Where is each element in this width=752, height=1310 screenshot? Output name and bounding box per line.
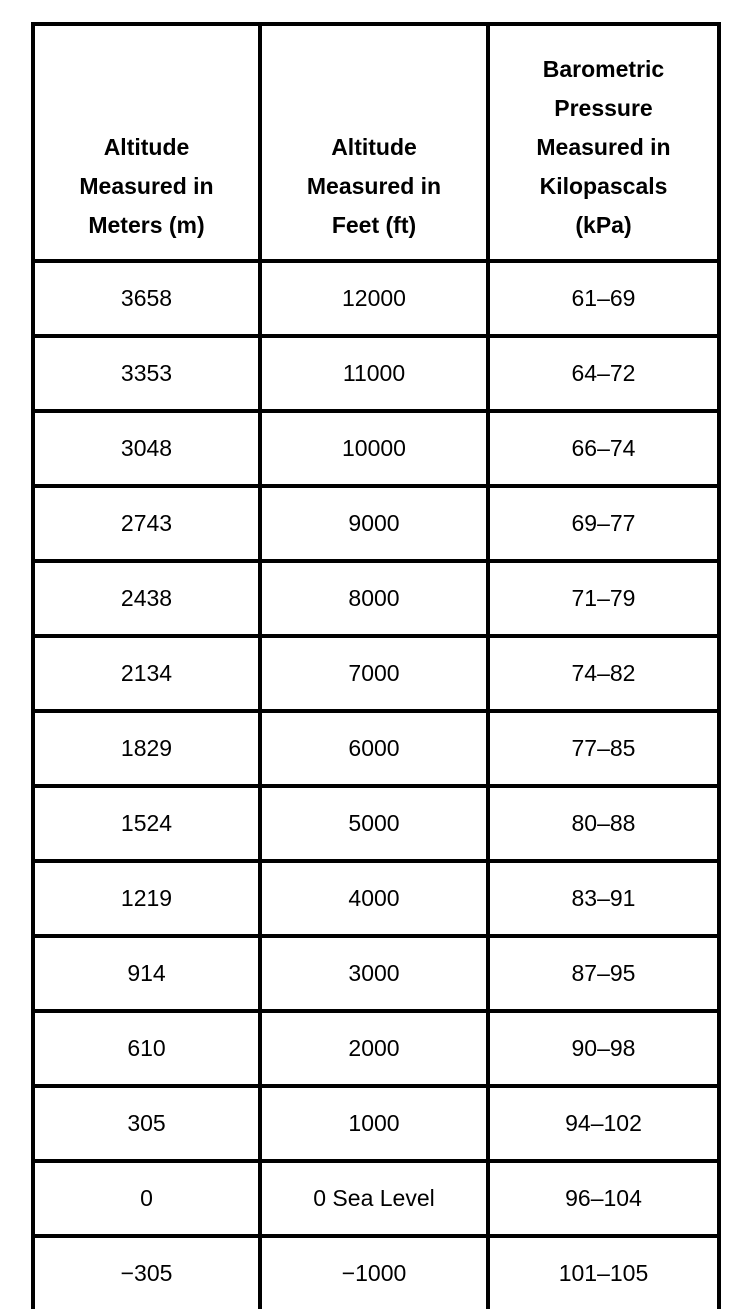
table-row — [33, 861, 719, 936]
feet-cell: 3000 — [260, 936, 488, 1011]
header-line: Pressure — [554, 95, 653, 121]
meters-cell: 3658 — [33, 261, 260, 336]
pressure-cell: 87–95 — [488, 936, 719, 1011]
pressure-cell: 61–69 — [488, 261, 719, 336]
pressure-cell: 77–85 — [488, 711, 719, 786]
meters-cell: −305 — [33, 1236, 260, 1309]
table-row — [33, 786, 719, 861]
feet-cell: 4000 — [260, 861, 488, 936]
meters-cell: 1524 — [33, 786, 260, 861]
pressure-cell: 101–105 — [488, 1236, 719, 1309]
header-line: Measured in — [79, 173, 214, 199]
table-row — [33, 336, 719, 411]
pressure-cell: 96–104 — [488, 1161, 719, 1236]
header-line: (kPa) — [575, 212, 632, 238]
header-line: Altitude — [103, 134, 190, 160]
pressure-cell: 64–72 — [488, 336, 719, 411]
header-line: Feet (ft) — [331, 212, 417, 238]
meters-cell: 2134 — [33, 636, 260, 711]
header-line: Measured in — [536, 134, 671, 160]
feet-cell: 11000 — [260, 336, 488, 411]
table-row — [33, 486, 719, 561]
header-line: Meters (m) — [88, 212, 205, 238]
feet-cell: 5000 — [260, 786, 488, 861]
pressure-cell: 80–88 — [488, 786, 719, 861]
table-row — [33, 261, 719, 336]
meters-cell: 2743 — [33, 486, 260, 561]
meters-cell: 305 — [33, 1086, 260, 1161]
table-row — [33, 1236, 719, 1309]
meters-cell: 3353 — [33, 336, 260, 411]
header-row — [33, 24, 719, 261]
table-row — [33, 1161, 719, 1236]
meters-cell: 1829 — [33, 711, 260, 786]
table-row — [33, 411, 719, 486]
header-line: Altitude — [331, 134, 417, 160]
table-row — [33, 711, 719, 786]
feet-cell: 7000 — [260, 636, 488, 711]
table-row — [33, 1086, 719, 1161]
pressure-cell: 74–82 — [488, 636, 719, 711]
pressure-cell: 69–77 — [488, 486, 719, 561]
table-row — [33, 636, 719, 711]
header-line: Measured in — [306, 173, 442, 199]
header-altitude-meters — [33, 24, 260, 261]
pressure-cell: 90–98 — [488, 1011, 719, 1086]
table-row — [33, 936, 719, 1011]
header-line: Kilopascals — [539, 173, 668, 199]
table-row — [33, 1011, 719, 1086]
pressure-cell: 94–102 — [488, 1086, 719, 1161]
pressure-cell: 83–91 — [488, 861, 719, 936]
pressure-cell: 66–74 — [488, 411, 719, 486]
feet-cell: 12000 — [260, 261, 488, 336]
meters-cell: 1219 — [33, 861, 260, 936]
feet-cell: 10000 — [260, 411, 488, 486]
meters-cell: 914 — [33, 936, 260, 1011]
meters-cell: 2438 — [33, 561, 260, 636]
altitude-pressure-table — [31, 22, 721, 1309]
header-line: Barometric — [542, 56, 665, 82]
feet-cell: 0 Sea Level — [260, 1161, 488, 1236]
feet-cell: 8000 — [260, 561, 488, 636]
header-altitude-feet — [260, 24, 488, 261]
header-barometric-pressure — [488, 24, 719, 261]
meters-cell: 3048 — [33, 411, 260, 486]
feet-cell: 2000 — [260, 1011, 488, 1086]
meters-cell: 610 — [33, 1011, 260, 1086]
feet-cell: 1000 — [260, 1086, 488, 1161]
feet-cell: −1000 — [260, 1236, 488, 1309]
meters-cell: 0 — [33, 1161, 260, 1236]
pressure-cell: 71–79 — [488, 561, 719, 636]
feet-cell: 6000 — [260, 711, 488, 786]
feet-cell: 9000 — [260, 486, 488, 561]
table-row — [33, 561, 719, 636]
